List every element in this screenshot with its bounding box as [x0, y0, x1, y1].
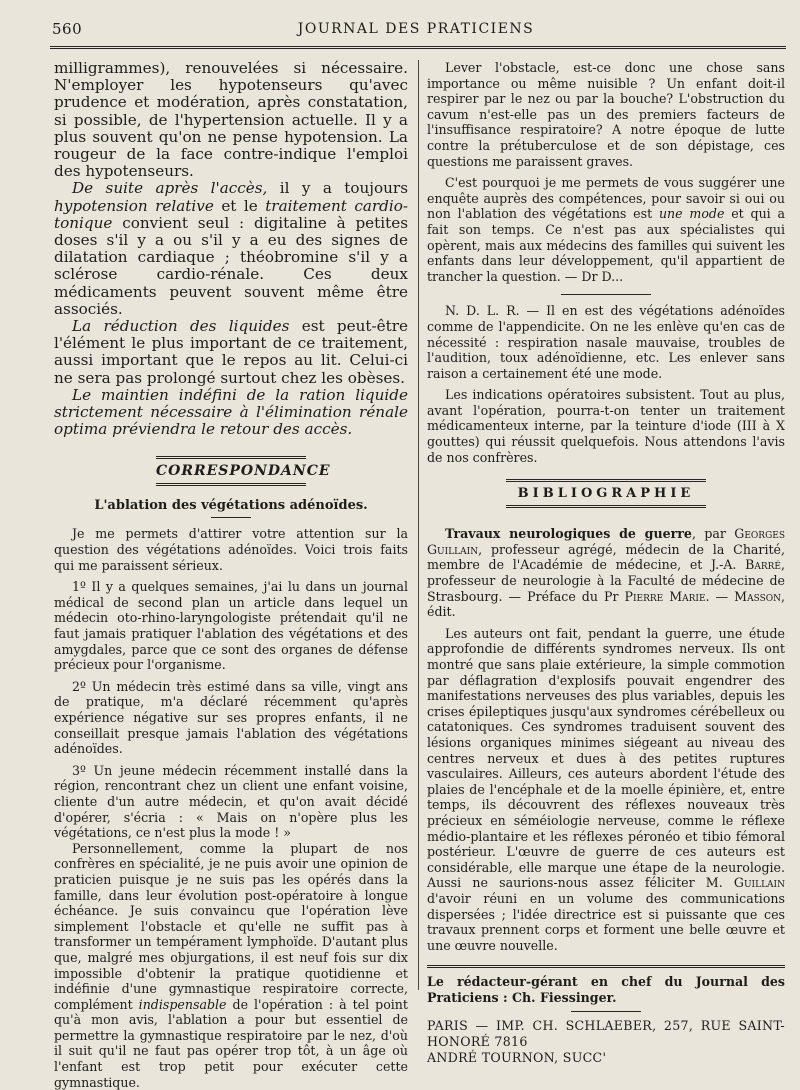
author-name: Guillain [733, 875, 785, 891]
right-column [427, 60, 785, 1065]
italic-text: traitement cardio-tonique [54, 196, 408, 232]
redacteur-line: Le rédacteur-gérant en chef du Journal des Praticiens : Ch. Fiessinger. [427, 974, 785, 1005]
italic-text: indispensable [138, 996, 227, 1012]
paragraph-intro: Je me permets d'attirer votre attention sur la question des végétations adénoïdes. Voici trois faits qui me paraissent sérieux. [54, 526, 408, 573]
author-name: Barré [745, 557, 781, 573]
text: Personnellement, comme la plupart de nos confrères en spécialité, je ne puis avoir une opinion de praticien puisque je ne suis pas les opérés dans la famille, dans leur évolution post-opératoire à longue échéance. Je suis convaincu que l'opération lève simplement l'obstacle et qu'elle ne suffit pas à transformer un tempérament lymphoïde. D'autant plus que, malgré mes objurgations, il est neuf fois sur dix impossible d'obtenir la pratique quotidienne et indéfinie d'une gymnastique respiratoire correcte, complément [54, 840, 408, 1012]
text: . — [705, 588, 735, 604]
paragraph-hypotenseurs: milligrammes), renouvelées si nécessaire. N'employer les hypotenseurs qu'avec prudence et modération, après constatation, si possible, de l'hypertension actuelle. Il y a plus souvent qu'on ne pense hypotension. La rougeur de la face contre-indique l'emploi des hypotenseurs. [54, 59, 408, 181]
publisher-name: Masson [734, 588, 781, 604]
paragraph-lever-obstacle: Lever l'obstacle, est-ce donc une chose sans importance ou même nuisible ? Un enfant doit-il respirer par le nez ou par la bouche? L'obstruction du cavum n'est-elle pas un des premiers facteurs de l'insuffisance respiratoire? A notre époque de lutte contre la prétuberculose et de son dépistage, ces questions me paraissent graves. [427, 60, 785, 169]
paragraph-fait-1: 1º Il y a quelques semaines, j'ai lu dans un journal médical de second plan un article dans lequel un médecin oto-rhino-laryngologiste prétendait qu'il ne faut jamais pratiquer l'ablation des végétations et des amygdales, parce que ce sont des organes de défense précieux pour l'organisme. [54, 579, 408, 673]
article-subtitle: L'ablation des végétations adénoïdes. [54, 498, 408, 518]
italic-text: hypotension relative [54, 196, 214, 215]
paragraph-apres-acces [54, 180, 408, 318]
paragraph-review [427, 626, 785, 953]
italic-text: une mode [658, 206, 725, 222]
column-divider [418, 60, 419, 990]
author-name: Pierre Marie [624, 588, 706, 604]
paragraph-ndlr: N. D. L. R. — Il en est des végétations adénoïdes comme de l'appendicite. On ne les enlève qu'en cas de nécessité : respiration nasale mauvaise, troubles de l'audition, toux adénoïdienne, etc. Les enlever sans raison a certainement été une mode. [427, 303, 785, 381]
paragraph-maintien: Le maintien indéfini de la ration liquide strictement nécessaire à l'élimination rénale optima préviendra le retour des accès. [54, 385, 408, 439]
footer-rule [427, 965, 785, 968]
paragraph-fait-3: 3º Un jeune médecin récemment installé dans la région, rencontrant chez un client une enfant voisine, cliente d'un autre médecin, et qu'on avait décidé d'opérer, s'écria : « Mais on n'opère plus les végétations, ce n'est plus la mode ! » [54, 762, 408, 841]
paragraph-enquete [427, 175, 785, 284]
separator-rule [561, 294, 651, 295]
imprimeur-line: PARIS — IMP. CH. SCHLAEBER, 257, RUE SAINT-HONORÉ 7816 [427, 1018, 785, 1050]
text: , édit. [427, 588, 786, 620]
paragraph-indications: Les indications opératoires subsistent. Tout au plus, avant l'opération, pourra-t-on tenter un traitement médicamenteux interne, par la teinture d'iode (III à X gouttes) qui réussit quelquefois. Nous attendons l'avis de nos confrères. [427, 387, 785, 465]
italic-text: De suite après l'accès, [72, 179, 268, 198]
paragraph-reduction-liquides [54, 318, 408, 387]
text: est peut-être l'élément le plus important de ce traitement, aussi important que le repos au lit. Celui-ci ne sera pas prolongé surtout chez les obèses. [54, 317, 408, 387]
section-title-bibliographie: BIBLIOGRAPHIE [506, 479, 706, 508]
left-column [54, 60, 408, 1090]
text: C'est pourquoi je me permets de vous suggérer une enquête auprès des compétences, pour savoir si oui ou non l'ablation des végétations est [427, 175, 785, 222]
book-title: Travaux neurologiques de guerre [445, 526, 692, 542]
page-number: 560 [52, 20, 83, 38]
separator-rule [571, 1011, 641, 1012]
paragraph-fait-2: 2º Un médecin très estimé dans sa ville, vingt ans de pratique, m'a déclaré récemment qu'après expérience négative sur ses propres enfants, il ne conseillait presque jamais l'ablation des végétations adénoïdes. [54, 678, 408, 757]
text: il y a toujours [267, 179, 408, 198]
section-title-correspondance: CORRESPONDANCE [156, 456, 306, 486]
text: Les auteurs ont fait, pendant la guerre, une étude approfondie de différents syndromes nerveux. Ils ont montré que sans plaie extérieure, la simple commotion par déflagration d'explosifs pouvait engendrer des manifestations nerveuses des plus variables, depuis les crises épileptiques jusqu'aux syndromes cérébelleux ou catatoniques. Ces syndromes traduisent souvent des lésions organiques minimes siégeant au niveau des centres nerveux et dues à des petites ruptures vasculaires. Ailleurs, ces auteurs abordent l'étude des plaies de l'encéphale et de la moelle épinière, et, entre temps, ils découvrent des réflexes nouveaux très précieux en séméiologie nerveuse, comme le réflexe médio-plantaire et les réflexes péronéo et tibio fémoral postérieur. L'œuvre de guerre de ces auteurs est considérable, elle marque une étape de la neurologie. Aussi ne saurions-nous assez féliciter M. [427, 625, 785, 891]
italic-text: La réduction des liquides [72, 317, 290, 336]
text: de l'opération : à tel point qu'à mon avis, l'ablation a pour but essentiel de permettre la gymnastique respiratoire par le nez, d'où il suit qu'il ne faut pas opérer trop tôt, à un âge où l'enfant est trop petit pour exécuter cette gymnastique. [54, 996, 408, 1090]
text: , par [691, 526, 735, 542]
text: et le [213, 196, 266, 215]
bibliography-entry [427, 526, 785, 620]
text: , professeur agrégé, médecin de la Charité, membre de l'Académie de médecine, et J.-A. [427, 541, 785, 573]
imprimeur-successor: ANDRÉ TOURNON, SUCC' [427, 1049, 607, 1065]
header-rule [50, 46, 786, 49]
text: convient seul : digitaline à petites doses s'il y a ou s'il y a eu des signes de dilatation cardiaque ; théobromine s'il y a sclérose cardio-rénale. Ces deux médicaments peuvent souvent même être associés. [54, 213, 408, 318]
paragraph-personnellement [54, 841, 408, 1090]
text: d'avoir réuni en un volume des communications dispersées ; l'idée directrice est si puissante que ces travaux prennent corps et forment une belle œuvre et une œuvre nouvelle. [427, 890, 785, 953]
text: et qui a fait son temps. Ce n'est pas aux spécialistes qui opèrent, mais aux médecins des familles qui suivent les enfants dans leur développement, qu'il appartient de trancher la question. — Dr D... [427, 206, 785, 284]
journal-title: JOURNAL DES PRATICIENS [297, 21, 535, 37]
page-header [52, 18, 780, 40]
author-name: Georges Guillain [427, 526, 785, 557]
text: , professeur de neurologie à la Faculté de médecine de Strasbourg. — Préface du Pr [427, 557, 785, 604]
